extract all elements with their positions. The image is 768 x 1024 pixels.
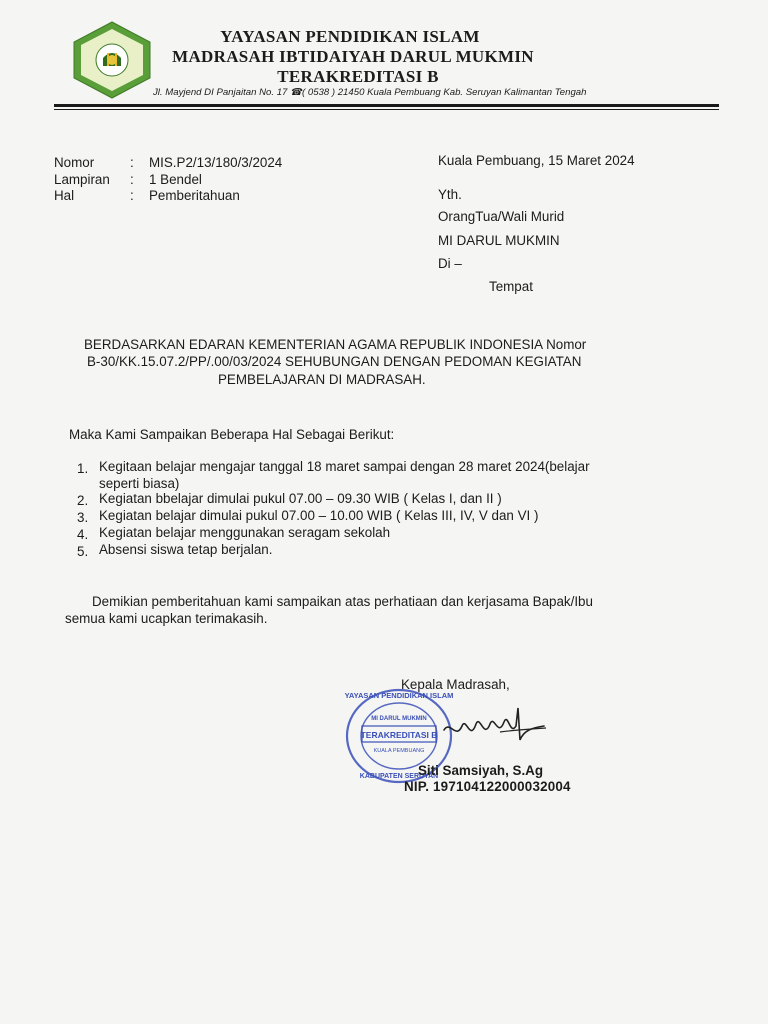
meta-attachment-value: 1 Bendel	[149, 172, 202, 187]
letterhead-rule	[54, 104, 719, 107]
recipient-di: Di –	[438, 256, 462, 271]
list-number: 4.	[77, 527, 89, 542]
recipient-yth: Yth.	[438, 187, 462, 202]
closing-line-2: semua kami ucapkan terimakasih.	[65, 611, 268, 626]
handwritten-signature	[440, 700, 550, 750]
svg-text:MI DARUL MUKMIN: MI DARUL MUKMIN	[371, 716, 427, 722]
intro-text: Maka Kami Sampaikan Beberapa Hal Sebagai Berikut:	[69, 427, 395, 442]
meta-number-value: MIS.P2/13/180/3/2024	[149, 155, 283, 170]
recipient-place: Tempat	[489, 279, 533, 294]
meta-colon: :	[130, 155, 134, 170]
recipient-line-1: OrangTua/Wali Murid	[438, 209, 565, 224]
svg-text:KUALA PEMBUANG: KUALA PEMBUANG	[373, 748, 425, 754]
letterhead-rule-thin	[54, 109, 719, 110]
svg-text:YAYASAN PENDIDIKAN ISLAM: YAYASAN PENDIDIKAN ISLAM	[344, 691, 454, 700]
list-item-5: Absensi siswa tetap berjalan.	[99, 542, 273, 557]
svg-text:KABUPATEN SERUYAN: KABUPATEN SERUYAN	[359, 773, 439, 780]
svg-text:TERAKREDITASI B: TERAKREDITASI B	[360, 730, 438, 740]
letterhead-foundation: YAYASAN PENDIDIKAN ISLAM	[220, 27, 480, 46]
meta-subject-label: Hal	[54, 188, 75, 203]
letterhead-address: Jl. Mayjend DI Panjaitan No. 17 ☎( 0538 ) 21450 Kuala Pembuang Kab. Seruyan Kalimantan Tengah	[153, 87, 587, 98]
list-number: 2.	[77, 493, 89, 508]
list-item-3: Kegiatan belajar dimulai pukul 07.00 – 10.00 WIB ( Kelas III, IV, V dan VI )	[99, 508, 539, 523]
heading-line-2: B-30/KK.15.07.2/PP/.00/03/2024 SEHUBUNGAN DENGAN PEDOMAN KEGIATAN	[87, 354, 582, 369]
meta-colon: :	[130, 172, 134, 187]
list-item-1-cont: seperti biasa)	[99, 476, 180, 491]
signature-title: Kepala Madrasah,	[401, 677, 510, 692]
meta-number-label: Nomor	[54, 155, 95, 170]
letterhead-accreditation: TERAKREDITASI B	[277, 67, 439, 86]
signer-name: Siti Samsiyah, S.Ag	[418, 763, 544, 778]
list-item-2: Kegiatan bbelajar dimulai pukul 07.00 – 09.30 WIB ( Kelas I, dan II )	[99, 491, 502, 506]
closing-line-1: Demikian pemberitahuan kami sampaikan atas perhatiaan dan kerjasama Bapak/Ibu	[92, 594, 593, 609]
letterhead-school-name: MADRASAH IBTIDAIYAH DARUL MUKMIN	[172, 47, 534, 66]
heading-line-3: PEMBELAJARAN DI MADRASAH.	[218, 372, 426, 387]
list-number: 3.	[77, 510, 89, 525]
list-item-1: Kegitaan belajar mengajar tanggal 18 maret sampai dengan 28 maret 2024(belajar	[99, 459, 590, 474]
list-number: 5.	[77, 544, 89, 559]
place-date: Kuala Pembuang, 15 Maret 2024	[438, 153, 635, 168]
meta-attachment-label: Lampiran	[54, 172, 110, 187]
recipient-line-2: MI DARUL MUKMIN	[438, 233, 560, 248]
signer-nip: NIP. 197104122000032004	[404, 779, 571, 794]
school-logo	[70, 20, 154, 100]
meta-subject-value: Pemberitahuan	[149, 188, 240, 203]
list-item-4: Kegiatan belajar menggunakan seragam sekolah	[99, 525, 391, 540]
meta-colon: :	[130, 188, 134, 203]
list-number: 1.	[77, 461, 89, 476]
heading-line-1: BERDASARKAN EDARAN KEMENTERIAN AGAMA REPUBLIK INDONESIA Nomor	[84, 337, 587, 352]
